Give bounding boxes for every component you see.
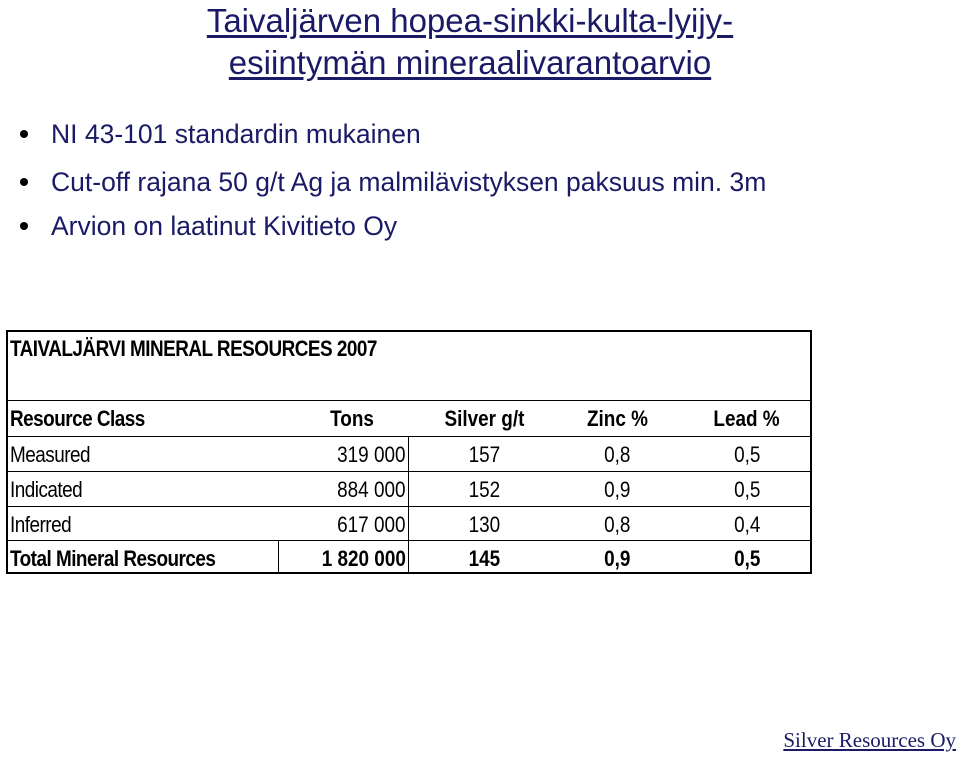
silver-cell: 130 [468, 512, 500, 537]
column-header: Tons [330, 406, 374, 431]
lead-cell: 0,5 [733, 546, 761, 571]
tons-cell: 884 000 [337, 477, 406, 502]
company-footer-link[interactable]: Silver Resources Oy [783, 728, 956, 752]
silver-cell: 152 [468, 477, 500, 502]
lead-cell: 0,4 [733, 512, 761, 537]
tons-cell: 319 000 [337, 442, 406, 467]
resource-class-cell: Inferred [10, 512, 72, 537]
bullet-list [20, 118, 850, 258]
table-title: TAIVALJÄRVI MINERAL RESOURCES 2007 [10, 336, 377, 361]
lead-cell: 0,5 [733, 477, 761, 502]
zinc-cell: 0,9 [603, 477, 631, 502]
bullet-dot-icon [20, 178, 28, 186]
resource-class-cell: Total Mineral Resources [10, 546, 216, 571]
bullet-item [20, 210, 850, 242]
bullet-dot-icon [20, 222, 28, 230]
slide-title-line-2: esiintymän mineraalivarantoarvio [228, 44, 712, 81]
bullet-text: NI 43-101 standardin mukainen [51, 119, 421, 149]
zinc-cell: 0,8 [603, 442, 631, 467]
table-divider [8, 436, 812, 437]
resource-class-cell: Measured [10, 442, 91, 467]
bullet-text: Cut-off rajana 50 g/t Ag ja malmilävistyksen paksuus min. 3m [51, 167, 767, 197]
slide-title-line-1: Taivaljärven hopea-sinkki-kulta-lyijy- [206, 2, 734, 39]
bullet-text: Arvion on laatinut Kivitieto Oy [51, 211, 398, 241]
table-divider [8, 400, 812, 401]
tons-cell: 617 000 [337, 512, 406, 537]
column-header: Silver g/t [444, 406, 524, 431]
slide-title [0, 0, 940, 84]
table-total-row [8, 542, 812, 576]
zinc-cell: 0,9 [603, 546, 631, 571]
tons-cell: 1 820 000 [321, 546, 406, 571]
mineral-resources-table [6, 330, 812, 574]
table-row [8, 473, 812, 507]
column-header: Lead % [713, 406, 781, 431]
column-header: Zinc % [586, 406, 648, 431]
column-header: Resource Class [10, 406, 145, 431]
bullet-item [20, 166, 850, 198]
table-row [8, 508, 812, 542]
zinc-cell: 0,8 [603, 512, 631, 537]
bullet-item [20, 118, 850, 150]
table-header-row [8, 402, 812, 436]
silver-cell: 157 [468, 442, 500, 467]
silver-cell: 145 [468, 546, 500, 571]
table-row [8, 438, 812, 472]
bullet-dot-icon [20, 130, 28, 138]
lead-cell: 0,5 [733, 442, 761, 467]
resource-class-cell: Indicated [10, 477, 83, 502]
